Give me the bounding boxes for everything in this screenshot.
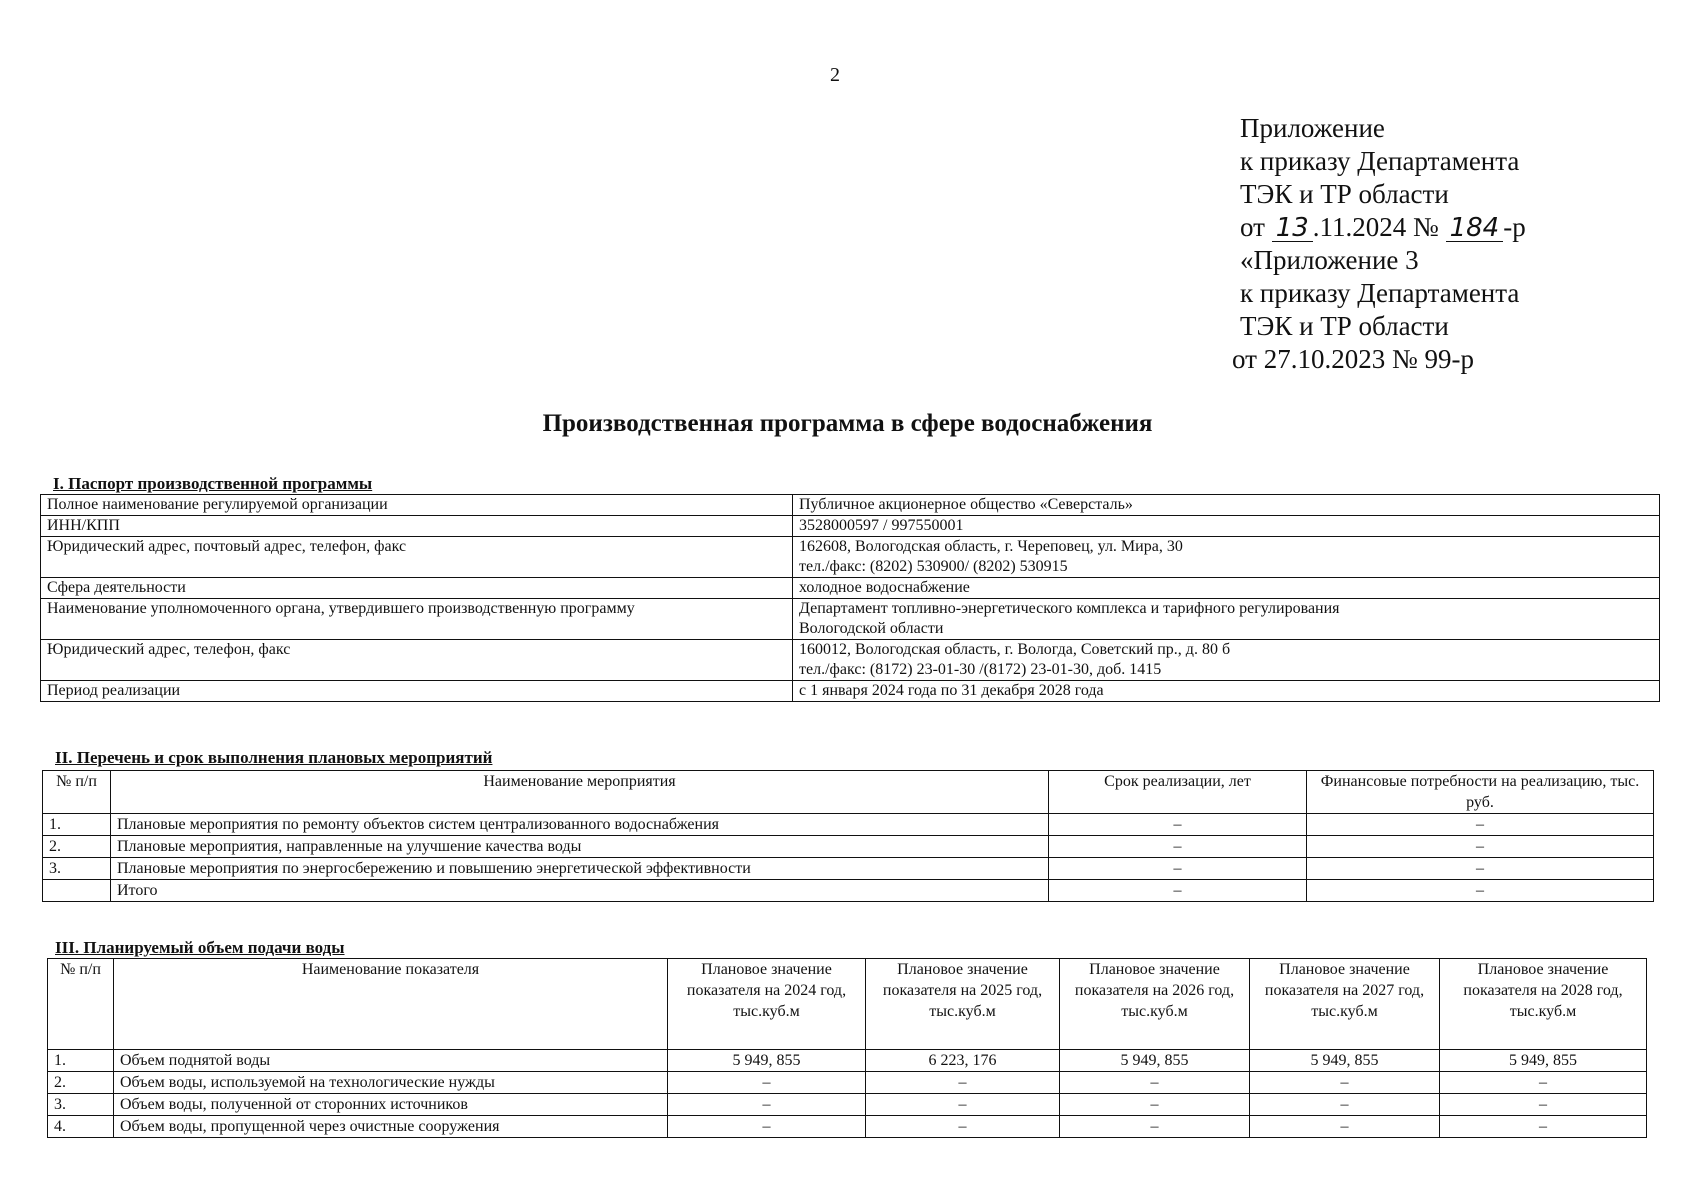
passport-value	[793, 681, 1660, 702]
value-2026: –	[1060, 1116, 1250, 1138]
table-row	[48, 1050, 1647, 1072]
passport-value	[793, 537, 1660, 578]
passport-value	[793, 599, 1660, 640]
measures-table	[42, 770, 1654, 902]
passport-label: Наименование уполномоченного органа, утвердившего производственную программу	[41, 599, 793, 640]
approval-line: ТЭК и ТР области	[1240, 311, 1449, 341]
table-row	[48, 1072, 1647, 1094]
section-heading-passport: I. Паспорт производственной программы	[53, 474, 373, 493]
row-num: 3.	[48, 1094, 114, 1116]
passport-value	[793, 578, 1660, 599]
value-2024: –	[668, 1116, 866, 1138]
row-num: 4.	[48, 1116, 114, 1138]
passport-value-line: Публичное акционерное общество «Северсталь»	[799, 496, 1133, 513]
passport-value	[793, 640, 1660, 681]
row-num: 1.	[43, 814, 111, 836]
value-2028: 5 949, 855	[1440, 1050, 1647, 1072]
header-2028: Плановое значение показателя на 2028 год, тыс.куб.м	[1440, 959, 1647, 1050]
header-name: Наименование показателя	[114, 959, 668, 1050]
row-num: 2.	[48, 1072, 114, 1094]
indicator-name: Объем воды, пропущенной через очистные сооружения	[114, 1116, 668, 1138]
table-row	[41, 681, 1660, 702]
table-row	[43, 880, 1654, 902]
table-row	[43, 858, 1654, 880]
value-2025: –	[866, 1094, 1060, 1116]
header-num: № п/п	[43, 771, 111, 814]
passport-label: Сфера деятельности	[41, 578, 793, 599]
passport-label: Юридический адрес, почтовый адрес, телефон, факс	[41, 537, 793, 578]
header-num: № п/п	[48, 959, 114, 1050]
value-2024: –	[668, 1094, 866, 1116]
passport-value-line: Департамент топливно-энергетического комплекса и тарифного регулирования	[799, 600, 1340, 617]
header-2024: Плановое значение показателя на 2024 год, тыс.куб.м	[668, 959, 866, 1050]
table-row	[41, 516, 1660, 537]
section-heading-measures: II. Перечень и срок выполнения плановых мероприятий	[55, 748, 493, 767]
passport-label: Полное наименование регулируемой организации	[41, 495, 793, 516]
value-2027: 5 949, 855	[1250, 1050, 1440, 1072]
measure-finance: –	[1307, 814, 1654, 836]
passport-label: Период реализации	[41, 681, 793, 702]
value-2027: –	[1250, 1094, 1440, 1116]
header-2027: Плановое значение показателя на 2027 год, тыс.куб.м	[1250, 959, 1440, 1050]
passport-value-line: 162608, Вологодская область, г. Череповец, ул. Мира, 30	[799, 538, 1183, 555]
table-row	[48, 1116, 1647, 1138]
table-row	[43, 836, 1654, 858]
value-2027: –	[1250, 1072, 1440, 1094]
table-row	[41, 640, 1660, 681]
table-row	[48, 1094, 1647, 1116]
measure-term: –	[1049, 836, 1307, 858]
passport-table	[40, 494, 1660, 702]
measure-finance: –	[1307, 836, 1654, 858]
row-num: 1.	[48, 1050, 114, 1072]
row-num: 2.	[43, 836, 111, 858]
passport-value-line: тел./факс: (8172) 23-01-30 /(8172) 23-01-30, доб. 1415	[799, 661, 1162, 678]
passport-value	[793, 495, 1660, 516]
value-2025: 6 223, 176	[866, 1050, 1060, 1072]
passport-value-line: холодное водоснабжение	[799, 579, 970, 596]
measure-name: Плановые мероприятия по энергосбережению и повышению энергетической эффективности	[111, 858, 1049, 880]
value-2028: –	[1440, 1116, 1647, 1138]
measure-term: –	[1049, 858, 1307, 880]
measure-finance: –	[1307, 858, 1654, 880]
value-2026: 5 949, 855	[1060, 1050, 1250, 1072]
handwritten-number: 184	[1446, 215, 1504, 242]
document-title: Производственная программа в сфере водоснабжения	[542, 410, 1153, 437]
header-2025: Плановое значение показателя на 2025 год, тыс.куб.м	[866, 959, 1060, 1050]
passport-label: Юридический адрес, телефон, факс	[41, 640, 793, 681]
table-row	[41, 599, 1660, 640]
table-row	[41, 578, 1660, 599]
table-row	[41, 537, 1660, 578]
value-2024: –	[668, 1072, 866, 1094]
indicator-name: Объем воды, используемой на технологические нужды	[114, 1072, 668, 1094]
measure-name: Плановые мероприятия по ремонту объектов систем централизованного водоснабжения	[111, 814, 1049, 836]
value-2026: –	[1060, 1094, 1250, 1116]
header-finance: Финансовые потребности на реализацию, тыс. руб.	[1307, 771, 1654, 814]
value-2024: 5 949, 855	[668, 1050, 866, 1072]
table-row	[41, 495, 1660, 516]
approval-line: к приказу Департамента	[1240, 146, 1520, 176]
value-2028: –	[1440, 1072, 1647, 1094]
passport-label: ИНН/КПП	[41, 516, 793, 537]
handwritten-day: 13	[1272, 215, 1313, 242]
passport-value-line: с 1 января 2024 года по 31 декабря 2028 года	[799, 682, 1104, 699]
number-suffix: -р	[1503, 212, 1526, 242]
approval-line: Приложение	[1240, 113, 1385, 143]
measure-name: Плановые мероприятия, направленные на улучшение качества воды	[111, 836, 1049, 858]
approval-date-line	[1240, 211, 1526, 244]
row-num: 3.	[43, 858, 111, 880]
approval-block	[1232, 112, 1526, 376]
passport-value-line: тел./факс: (8202) 530900/ (8202) 530915	[799, 558, 1068, 575]
header-name: Наименование мероприятия	[111, 771, 1049, 814]
passport-value	[793, 516, 1660, 537]
passport-value-line: 160012, Вологодская область, г. Вологда, Советский пр., д. 80 б	[799, 641, 1231, 658]
row-num	[43, 880, 111, 902]
value-2025: –	[866, 1072, 1060, 1094]
section-heading-volume: III. Планируемый объем подачи воды	[55, 938, 345, 957]
header-2026: Плановое значение показателя на 2026 год, тыс.куб.м	[1060, 959, 1250, 1050]
approval-line: от 27.10.2023 № 99-р	[1232, 344, 1474, 374]
header-term: Срок реализации, лет	[1049, 771, 1307, 814]
date-rest: .11.2024 №	[1312, 212, 1439, 242]
value-2026: –	[1060, 1072, 1250, 1094]
page-number: 2	[830, 64, 840, 86]
value-2028: –	[1440, 1094, 1647, 1116]
approval-line: «Приложение 3	[1240, 245, 1419, 275]
passport-value-line: Вологодской области	[799, 620, 944, 637]
measure-finance: –	[1307, 880, 1654, 902]
value-2027: –	[1250, 1116, 1440, 1138]
indicator-name: Объем воды, полученной от сторонних источников	[114, 1094, 668, 1116]
measure-term: –	[1049, 814, 1307, 836]
measure-name: Итого	[111, 880, 1049, 902]
measure-term: –	[1049, 880, 1307, 902]
volume-table	[47, 958, 1647, 1138]
indicator-name: Объем поднятой воды	[114, 1050, 668, 1072]
value-2025: –	[866, 1116, 1060, 1138]
date-prefix: от	[1240, 212, 1265, 242]
table-row	[43, 814, 1654, 836]
approval-line: к приказу Департамента	[1240, 278, 1520, 308]
passport-value-line: 3528000597 / 997550001	[799, 517, 964, 534]
approval-line: ТЭК и ТР области	[1240, 179, 1449, 209]
